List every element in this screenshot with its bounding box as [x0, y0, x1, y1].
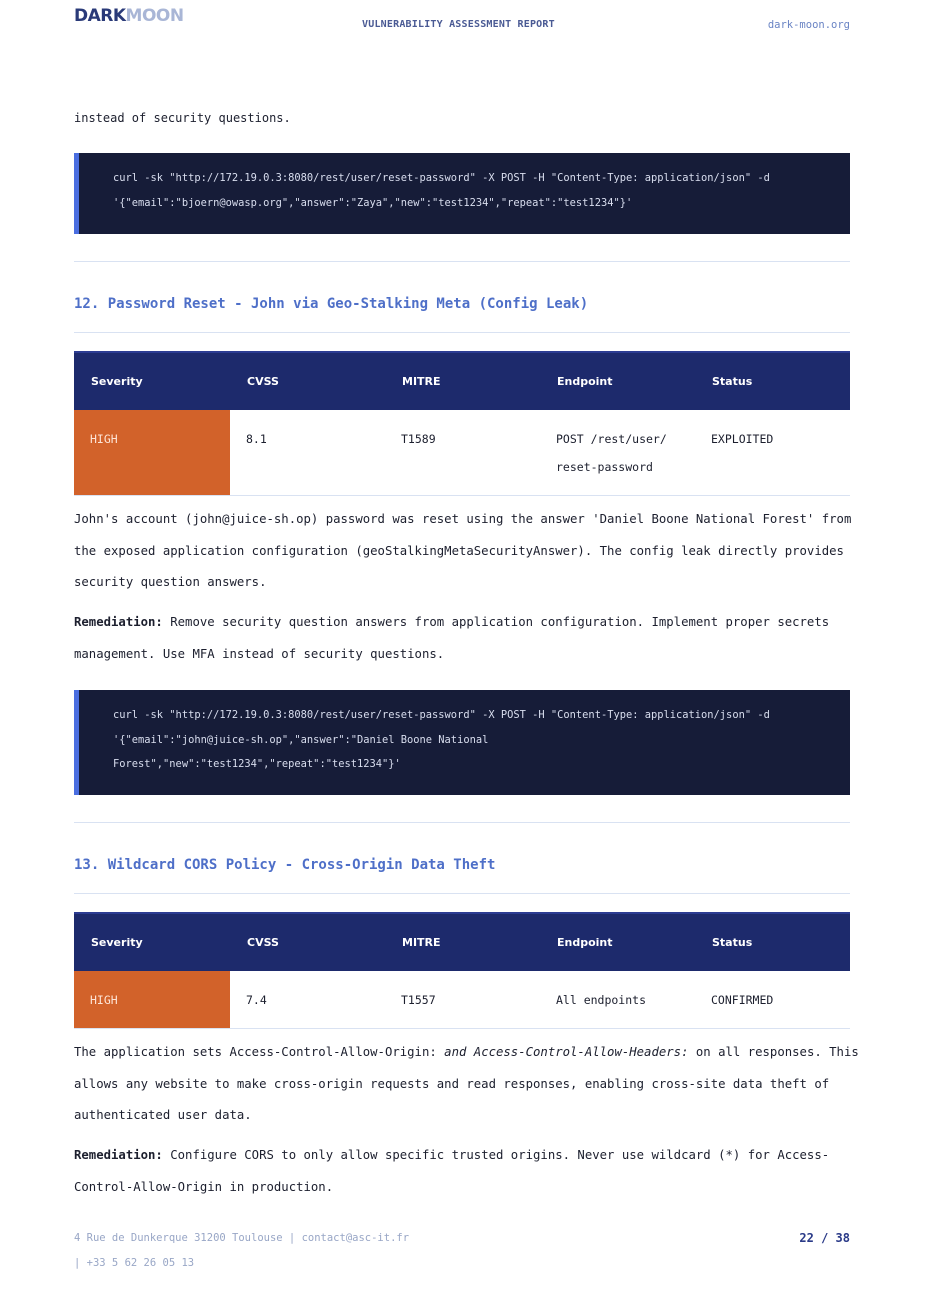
endpoint-cell — [540, 410, 695, 495]
table-row — [74, 971, 850, 1028]
company-logo — [74, 6, 184, 26]
description-text: The application sets Access-Control-Allow-Origin: — [74, 1045, 445, 1059]
table-row — [74, 410, 850, 495]
table-header-row — [74, 913, 850, 971]
column-header: CVSS — [230, 913, 385, 971]
code-block — [74, 153, 850, 234]
finding-heading: 12. Password Reset - John via Geo-Stalking Meta (Config Leak) — [74, 296, 589, 312]
remediation-text: Configure CORS to only allow specific trusted origins. Never use wildcard (*) for Access-Control-Allow-Origin in production. — [74, 1148, 830, 1194]
column-header: Severity — [74, 352, 230, 410]
column-header: Severity — [74, 913, 230, 971]
header-site-link[interactable]: dark-moon.org — [767, 19, 850, 31]
remediation-paragraph — [74, 607, 864, 670]
code-line: '{"email":"bjoern@owasp.org","answer":"Zaya","new":"test1234","repeat":"test1234"}' — [113, 196, 633, 209]
code-line: curl -sk "http://172.19.0.3:8080/rest/user/reset-password" -X POST -H "Content-Type: application/json" -d — [113, 709, 770, 721]
finding-summary-table — [74, 912, 850, 1029]
document-title: VULNERABILITY ASSESSMENT REPORT — [362, 19, 555, 30]
code-block — [74, 690, 850, 795]
column-header: Status — [695, 913, 850, 971]
mitre-id: T1557 — [385, 971, 540, 1028]
remediation-label: Remediation: — [74, 615, 163, 629]
logo-dark-text: DARK — [74, 6, 126, 26]
heading-underline — [74, 332, 850, 333]
endpoint-line: POST /rest/user/ — [556, 432, 667, 446]
finding-description: John's account (john@juice-sh.op) password was reset using the answer 'Daniel Boone National Forest' from the exposed application configuration (geoStalkingMetaSecurityAnswer). The config leak directly provides security question answers. — [74, 512, 852, 589]
status-cell: EXPLOITED — [695, 410, 850, 495]
endpoint-line: reset-password — [556, 460, 653, 474]
remediation-text: Remove security question answers from application configuration. Implement proper secrets management. Use MFA instead of security questions. — [74, 615, 830, 661]
severity-badge: HIGH — [74, 410, 230, 495]
heading-underline — [74, 893, 850, 894]
table-header-row — [74, 352, 850, 410]
column-header: MITRE — [385, 352, 540, 410]
footer-phone: | +33 5 62 26 05 13 — [74, 1257, 195, 1269]
finding-summary-table — [74, 351, 850, 496]
page-number: 22 / 38 — [799, 1231, 850, 1245]
column-header: Status — [695, 352, 850, 410]
code-line: '{"email":"john@juice-sh.op","answer":"Daniel Boone National — [113, 733, 489, 746]
column-header: Endpoint — [540, 913, 695, 971]
cvss-score: 7.4 — [230, 971, 385, 1028]
endpoint-cell: All endpoints — [540, 971, 695, 1028]
description-text: on all responses. This allows any website to make cross-origin requests and read responses, enabling cross-site data theft of authenticated user data. — [74, 1045, 859, 1122]
mitre-id: T1589 — [385, 410, 540, 495]
code-line: curl -sk "http://172.19.0.3:8080/rest/user/reset-password" -X POST -H "Content-Type: application/json" -d — [113, 172, 770, 184]
severity-badge: HIGH — [74, 971, 230, 1028]
finding-heading: 13. Wildcard CORS Policy - Cross-Origin Data Theft — [74, 857, 496, 873]
description-italic: and Access-Control-Allow-Headers: — [444, 1045, 696, 1059]
column-header: CVSS — [230, 352, 385, 410]
section-divider — [74, 261, 850, 262]
column-header: MITRE — [385, 913, 540, 971]
cvss-score: 8.1 — [230, 410, 385, 495]
status-cell: CONFIRMED — [695, 971, 850, 1028]
logo-light-text: MOON — [125, 6, 184, 26]
continuation-text: instead of security questions. — [74, 111, 291, 125]
remediation-paragraph — [74, 1140, 864, 1203]
footer-address: 4 Rue de Dunkerque 31200 Toulouse | contact@asc-it.fr — [74, 1232, 410, 1244]
finding-description — [74, 1037, 864, 1132]
section-divider — [74, 822, 850, 823]
column-header: Endpoint — [540, 352, 695, 410]
code-line: Forest","new":"test1234","repeat":"test1234"}' — [113, 758, 401, 770]
remediation-label: Remediation: — [74, 1148, 163, 1162]
